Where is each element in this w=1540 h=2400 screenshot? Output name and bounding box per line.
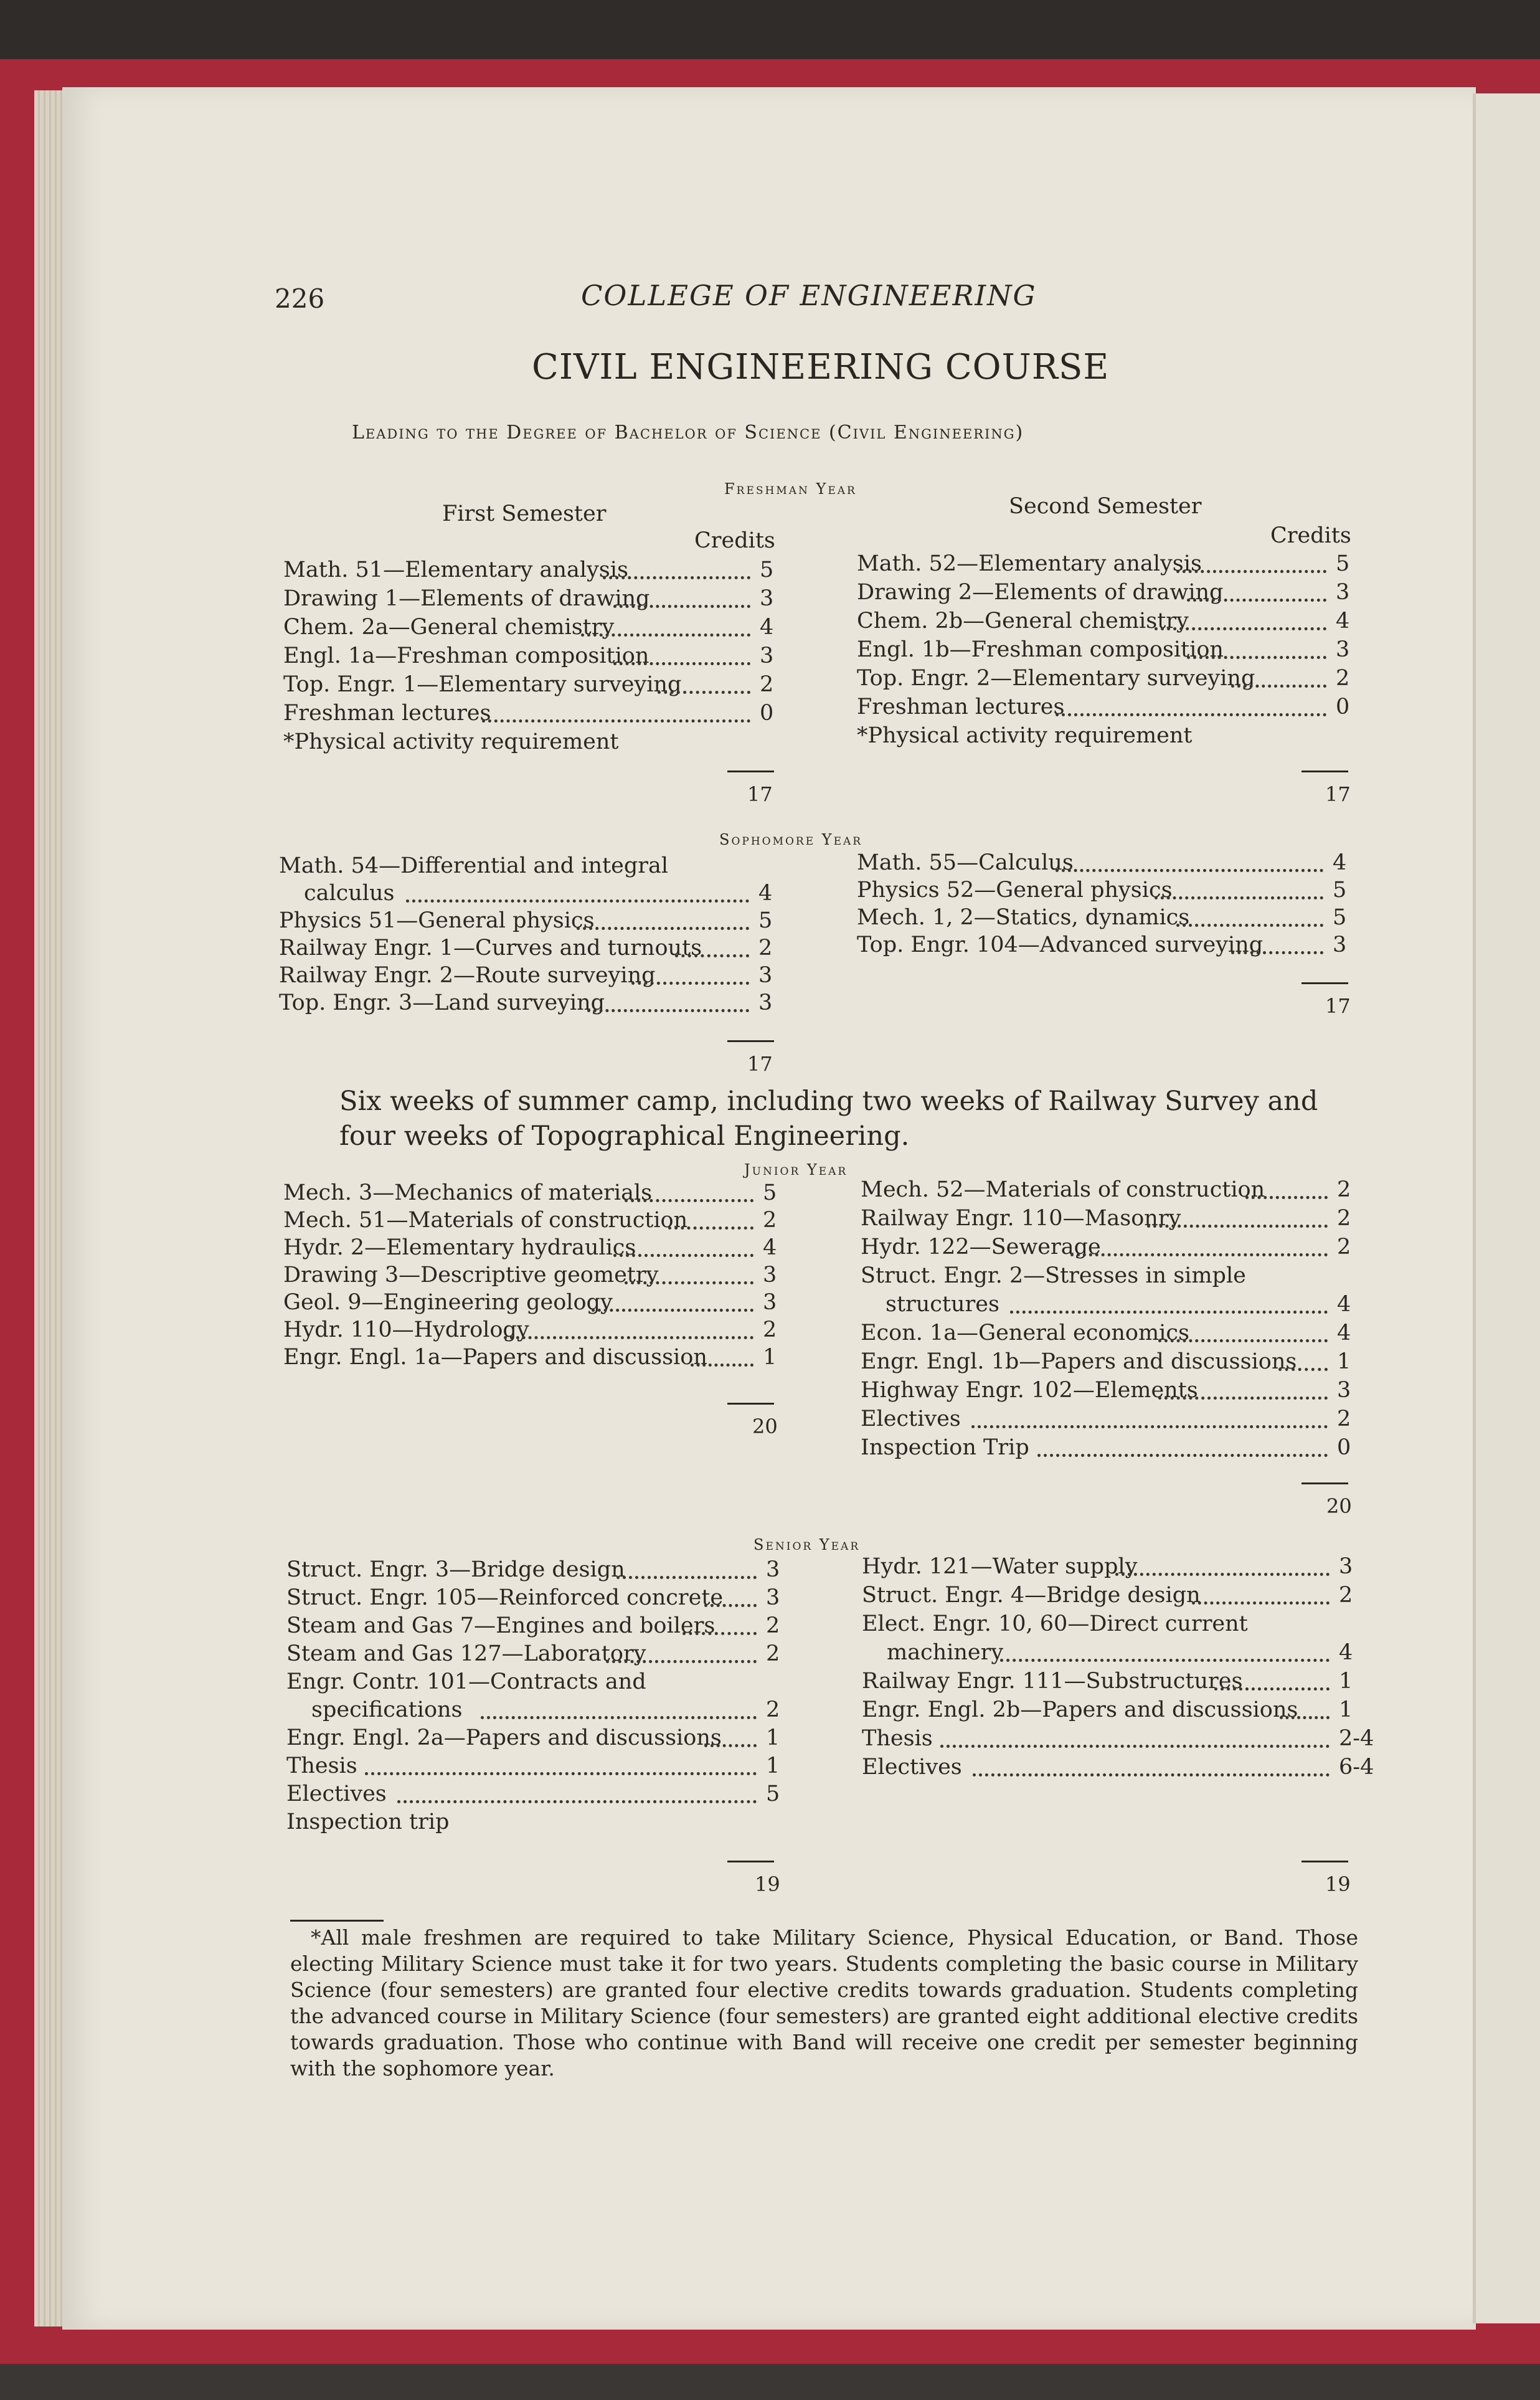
- course-name: Thesis: [286, 1753, 357, 1778]
- total-credits: 17: [1325, 782, 1351, 806]
- course-credits: 3: [1336, 580, 1350, 605]
- course-name: Hydr. 121—Water supply: [862, 1554, 1138, 1579]
- course-name: Math. 54—Differential and integral: [279, 853, 669, 878]
- course-name: *Physical activity requirement: [857, 723, 1193, 748]
- dot-leader: [1245, 1196, 1328, 1199]
- course-name: Inspection Trip: [861, 1435, 1029, 1460]
- course-name: Engl. 1b—Freshman composition: [857, 637, 1224, 662]
- facing-page: [1476, 93, 1540, 2323]
- dot-leader: [1147, 1225, 1328, 1228]
- dot-leader: [704, 1744, 757, 1747]
- course-name: Struct. Engr. 105—Reinforced concrete: [286, 1585, 724, 1610]
- junior-year-heading: Junior Year: [744, 1161, 848, 1179]
- credits-label-left: Credits: [694, 528, 775, 553]
- course-credits: 4: [1337, 1321, 1351, 1345]
- dot-leader: [1214, 1687, 1330, 1691]
- course-credits: 5: [760, 557, 774, 582]
- course-credits: 2: [1337, 1177, 1351, 1202]
- course-credits: 6-4: [1339, 1755, 1374, 1780]
- course-name: Railway Engr. 1—Curves and turnouts: [279, 936, 702, 960]
- course-name: Hydr. 122—Sewerage: [861, 1235, 1101, 1259]
- dot-leader: [1231, 951, 1323, 954]
- dot-leader: [973, 1773, 1330, 1776]
- course-name: Mech. 3—Mechanics of materials: [283, 1180, 653, 1205]
- dot-leader: [592, 1309, 753, 1312]
- course-name: Highway Engr. 102—Elements: [861, 1378, 1198, 1403]
- course-name: Freshman lectures: [857, 695, 1065, 719]
- course-name: Engr. Contr. 101—Contracts and: [286, 1669, 646, 1694]
- course-credits: 4: [1336, 609, 1350, 633]
- course-credits: 3: [763, 1263, 777, 1288]
- course-name: Railway Engr. 111—Substructures: [862, 1669, 1243, 1694]
- dot-leader: [1176, 570, 1326, 573]
- total-credits: 17: [1325, 994, 1351, 1018]
- course-credits: 2: [1339, 1583, 1353, 1608]
- course-credits: 1: [766, 1753, 780, 1778]
- dot-leader: [613, 662, 750, 665]
- course-name-continued: structures: [886, 1292, 999, 1317]
- course-credits: 2: [766, 1641, 780, 1666]
- course-credits: 2: [1337, 1206, 1351, 1231]
- total-credits: 20: [752, 1415, 778, 1438]
- course-name: Steam and Gas 127—Laboratory: [286, 1641, 646, 1666]
- course-name: Engr. Engl. 1a—Papers and discussion: [283, 1345, 707, 1370]
- course-credits: 1: [1337, 1349, 1351, 1374]
- course-credits: 5: [1333, 905, 1347, 930]
- course-name: Math. 51—Elementary analysis: [283, 557, 628, 582]
- summer-camp-note: Six weeks of summer camp, including two weeks of Railway Survey and four weeks of Topographical Engineering.: [339, 1086, 1318, 1152]
- course-credits: 3: [766, 1557, 780, 1582]
- dot-leader: [1176, 924, 1323, 927]
- course-credits: 2: [1336, 666, 1350, 691]
- page-subtitle: Leading to the Degree of Bachelor of Science (Civil Engineering): [352, 422, 1024, 443]
- total-rule: [1301, 982, 1348, 984]
- dot-leader: [1158, 1397, 1328, 1400]
- dot-leader: [1155, 896, 1323, 899]
- total-rule: [727, 1403, 774, 1405]
- course-name: Drawing 1—Elements of drawing: [283, 586, 650, 611]
- course-name: Drawing 3—Descriptive geometry: [283, 1263, 659, 1288]
- dot-leader: [1056, 869, 1323, 872]
- dot-leader: [940, 1745, 1330, 1748]
- course-name: Struct. Engr. 2—Stresses in simple: [861, 1263, 1246, 1288]
- course-name: Hydr. 2—Elementary hydraulics: [283, 1235, 636, 1260]
- course-name: Mech. 51—Materials of construction: [283, 1208, 688, 1233]
- credits-label-right: Credits: [1270, 523, 1351, 548]
- dot-leader: [581, 633, 750, 637]
- course-credits: 1: [1339, 1697, 1353, 1722]
- course-credits: 2-4: [1339, 1726, 1374, 1751]
- course-credits: 2: [760, 672, 774, 697]
- course-name: Thesis: [862, 1726, 933, 1751]
- dot-leader: [1010, 1311, 1328, 1314]
- course-name: Mech. 1, 2—Statics, dynamics: [857, 905, 1190, 930]
- course-name: Physics 51—General physics: [279, 908, 595, 933]
- total-credits: 17: [747, 782, 773, 806]
- course-credits: 3: [758, 963, 773, 988]
- dot-leader: [1115, 1573, 1330, 1576]
- course-name: Mech. 52—Materials of construction: [861, 1177, 1265, 1202]
- course-name: Electives: [862, 1755, 962, 1780]
- course-credits: 4: [760, 615, 774, 640]
- sophomore-year-heading: Sophomore Year: [719, 831, 863, 848]
- course-credits: 3: [1333, 932, 1347, 957]
- course-credits: 5: [766, 1781, 780, 1806]
- course-name: Hydr. 110—Hydrology: [283, 1317, 529, 1342]
- dot-leader: [1231, 685, 1326, 688]
- course-credits: 5: [1336, 551, 1350, 576]
- dot-leader: [365, 1772, 757, 1775]
- dot-leader: [1000, 1659, 1330, 1662]
- total-credits: 17: [747, 1052, 773, 1076]
- course-credits: 0: [1337, 1435, 1351, 1460]
- total-rule: [727, 771, 774, 772]
- course-name: Top. Engr. 104—Advanced surveying: [857, 932, 1264, 957]
- dot-leader: [603, 576, 750, 579]
- footnote-rule: [290, 1920, 384, 1922]
- course-credits: 5: [763, 1180, 777, 1205]
- course-name: Freshman lectures: [283, 701, 491, 726]
- course-name: Chem. 2a—General chemistry: [283, 615, 615, 640]
- course-name: Struct. Engr. 3—Bridge design: [286, 1557, 625, 1582]
- course-credits: 2: [763, 1317, 777, 1342]
- dot-leader: [406, 899, 749, 903]
- dot-leader: [616, 1576, 757, 1579]
- course-name: Engr. Engl. 1b—Papers and discussions: [861, 1349, 1297, 1374]
- course-name-continued: specifications: [311, 1697, 463, 1722]
- dot-leader: [683, 1632, 757, 1635]
- course-name: Inspection trip: [286, 1809, 450, 1834]
- course-credits: 5: [758, 908, 773, 933]
- course-name: Top. Engr. 2—Elementary surveying: [857, 666, 1255, 691]
- page-title: CIVIL ENGINEERING COURSE: [532, 347, 1110, 387]
- course-credits: 3: [763, 1290, 777, 1315]
- course-credits: 2: [1337, 1406, 1351, 1431]
- course-credits: 3: [1339, 1554, 1353, 1579]
- course-credits: 0: [1336, 695, 1350, 719]
- dot-leader: [1278, 1368, 1328, 1371]
- dot-leader: [613, 1254, 753, 1257]
- dot-leader: [482, 719, 750, 723]
- course-credits: 1: [763, 1345, 777, 1370]
- course-name: Engr. Engl. 2a—Papers and discussions: [286, 1725, 722, 1750]
- dot-leader: [631, 982, 749, 985]
- dot-leader: [625, 1281, 753, 1284]
- course-name: Econ. 1a—General economics: [861, 1321, 1189, 1345]
- course-name: Drawing 2—Elements of drawing: [857, 580, 1224, 605]
- course-credits: 0: [760, 701, 774, 726]
- course-credits: 3: [1336, 637, 1350, 662]
- total-rule: [727, 1040, 774, 1042]
- dot-leader: [1056, 713, 1326, 716]
- course-credits: 2: [766, 1697, 780, 1722]
- course-name: Steam and Gas 7—Engines and boilers: [286, 1613, 716, 1638]
- course-credits: 4: [1333, 850, 1347, 875]
- course-name-continued: calculus: [304, 881, 395, 906]
- course-name: Math. 55—Calculus: [857, 850, 1074, 875]
- course-credits: 3: [766, 1585, 780, 1610]
- dot-leader: [1192, 1601, 1330, 1605]
- course-name: Chem. 2b—General chemistry: [857, 609, 1189, 633]
- course-credits: 3: [1337, 1378, 1351, 1403]
- total-rule: [1301, 771, 1348, 772]
- running-head: COLLEGE OF ENGINEERING: [581, 279, 1037, 312]
- course-name: Physics 52—General physics: [857, 878, 1173, 903]
- course-name: Railway Engr. 110—Masonry: [861, 1206, 1181, 1231]
- dot-leader: [504, 1336, 753, 1339]
- dot-leader: [1187, 656, 1326, 659]
- dot-leader: [606, 1660, 757, 1663]
- dot-leader: [1158, 1339, 1328, 1342]
- course-name: Top. Engr. 3—Land surveying: [279, 990, 605, 1015]
- course-credits: 2: [758, 936, 773, 960]
- dot-leader: [658, 691, 750, 694]
- course-name: Struct. Engr. 4—Bridge design: [862, 1583, 1201, 1608]
- dot-leader: [1280, 1716, 1330, 1719]
- dot-leader: [668, 1226, 753, 1230]
- course-name: Geol. 9—Engineering geology: [283, 1290, 613, 1315]
- course-name: Engr. Engl. 2b—Papers and discussions: [862, 1697, 1298, 1722]
- total-rule: [1301, 1861, 1348, 1862]
- dot-leader: [675, 954, 749, 957]
- second-semester-label: Second Semester: [1009, 494, 1202, 519]
- course-credits: 1: [766, 1725, 780, 1750]
- dot-leader: [1187, 599, 1326, 602]
- course-credits: 1: [1339, 1669, 1353, 1694]
- course-name: Elect. Engr. 10, 60—Direct current: [862, 1611, 1248, 1636]
- dot-leader: [481, 1716, 757, 1719]
- dot-leader: [691, 1364, 753, 1367]
- course-name: Top. Engr. 1—Elementary surveying: [283, 672, 682, 697]
- course-credits: 2: [763, 1208, 777, 1233]
- course-credits: 2: [1337, 1235, 1351, 1259]
- course-name-continued: machinery: [887, 1640, 1004, 1665]
- course-name: Engl. 1a—Freshman composition: [283, 643, 650, 668]
- freshman-year-heading: Freshman Year: [724, 480, 857, 498]
- course-credits: 5: [1333, 878, 1347, 903]
- course-name: Electives: [861, 1406, 961, 1431]
- course-name: Railway Engr. 2—Route surveying: [279, 963, 656, 988]
- total-rule: [1301, 1482, 1348, 1484]
- senior-year-heading: Senior Year: [753, 1536, 861, 1553]
- total-rule: [727, 1861, 774, 1862]
- dot-leader: [397, 1800, 757, 1803]
- footnote: *All male freshmen are required to take Military Science, Physical Education, or Band. Those electing Military Science must take it for two years. Students completing the basic course in Military Science (four semesters) are granted four elective credits towards graduation. Students completing the advanced course in Military Science (four semesters) are granted eight additional elective credits towards graduation. Those who continue with Band will receive one credit per semester beginning with the sophomore year.: [290, 1925, 1358, 2080]
- course-credits: 4: [758, 881, 773, 906]
- course-credits: 4: [763, 1235, 777, 1260]
- dot-leader: [587, 1009, 749, 1012]
- course-credits: 4: [1339, 1640, 1353, 1665]
- dot-leader: [1155, 627, 1326, 630]
- dot-leader: [625, 1199, 753, 1202]
- total-credits: 20: [1326, 1494, 1352, 1518]
- course-name: *Physical activity requirement: [283, 729, 619, 754]
- course-credits: 4: [1337, 1292, 1351, 1317]
- first-semester-label: First Semester: [442, 501, 607, 526]
- course-name: Math. 52—Elementary analysis: [857, 551, 1202, 576]
- dot-leader: [613, 605, 750, 608]
- course-credits: 3: [760, 586, 774, 611]
- dot-leader: [1070, 1253, 1328, 1256]
- course-credits: 3: [760, 643, 774, 668]
- course-credits: 2: [766, 1613, 780, 1638]
- course-credits: 3: [758, 990, 773, 1015]
- course-name: Electives: [286, 1781, 387, 1806]
- page-number: 226: [275, 283, 325, 314]
- dot-leader: [704, 1604, 757, 1607]
- dot-leader: [971, 1425, 1328, 1428]
- dot-leader: [577, 927, 749, 930]
- total-credits: 19: [755, 1872, 780, 1896]
- total-credits: 19: [1325, 1872, 1351, 1896]
- dot-leader: [1037, 1454, 1328, 1457]
- background-top: [0, 0, 1540, 59]
